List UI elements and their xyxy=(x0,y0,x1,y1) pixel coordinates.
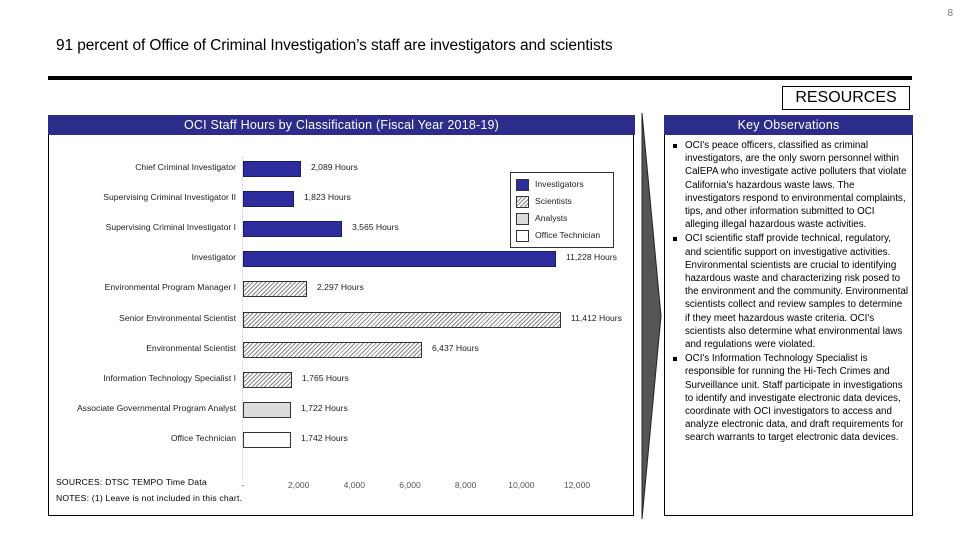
bar xyxy=(243,281,307,297)
category-label: Environmental Program Manager I xyxy=(104,282,236,293)
bar xyxy=(243,372,292,388)
observation-text: OCI's peace officers, classified as criminal investigators, are the only sworn personnel within CalEPA who investigate active polluters that violate California's hazardous waste laws. The investigators respond to environmental complaints, tips, and other information submitted to OCI alleging illegal hazardous waste activities. xyxy=(685,140,907,231)
bar xyxy=(243,342,422,358)
bar-row xyxy=(49,221,633,237)
observation-item xyxy=(673,352,909,444)
category-label: Chief Criminal Investigator xyxy=(135,162,236,172)
title-divider xyxy=(48,76,912,80)
x-tick-label: 10,000 xyxy=(508,480,535,490)
legend-label: Office Technician xyxy=(535,230,601,240)
category-label: Supervising Criminal Investigator I xyxy=(105,222,236,233)
observations-list xyxy=(673,139,909,446)
bar xyxy=(243,432,291,448)
bar-row xyxy=(49,251,633,267)
bar xyxy=(243,402,291,418)
category-label: Senior Environmental Scientist xyxy=(118,312,236,323)
category-label: Associate Governmental Program Analyst xyxy=(76,402,236,413)
chart-notes: NOTES: (1) Leave is not included in this chart. xyxy=(56,493,243,503)
bar-row xyxy=(49,281,633,297)
bar-value-label: 1,823 Hours xyxy=(304,192,351,203)
category-label: Environmental Scientist xyxy=(146,342,236,353)
bullet-icon xyxy=(673,357,677,361)
bar-row xyxy=(49,342,633,358)
bar-value-label: 1,742 Hours xyxy=(301,432,348,443)
bar-value-label: 11,228 Hours xyxy=(566,252,617,263)
legend-item xyxy=(516,179,612,192)
category-label: Information Technology Specialist I xyxy=(103,372,236,383)
bar-value-label: 1,722 Hours xyxy=(301,402,348,413)
category-label: Office Technician xyxy=(170,432,236,443)
observation-text: OCI scientific staff provide technical, regulatory, and scientific support on investigative activities. Environmental scientists are crucial to identifying hazardous waste and characterizing risk posed to the environment and the community. Environmental scientists collect and review samples to determine if they meet hazardous waste criteria. OCI's scientists also determine what environmental laws and regulations were violated. xyxy=(685,233,909,351)
legend-label: Analysts xyxy=(535,213,568,223)
chart-panel-header: OCI Staff Hours by Classification (Fiscal Year 2018-19) xyxy=(48,115,635,135)
bar xyxy=(243,312,561,328)
bar-row xyxy=(49,161,633,177)
x-tick-label: 2,000 xyxy=(287,480,310,490)
category-label: Supervising Criminal Investigator II xyxy=(103,192,236,203)
bar-row xyxy=(49,402,633,418)
chart-panel xyxy=(48,115,634,516)
x-tick-label: - xyxy=(241,480,245,490)
bar xyxy=(243,251,556,267)
observation-item xyxy=(673,232,909,351)
legend-label: Investigators xyxy=(535,179,584,189)
bar-row xyxy=(49,191,633,207)
bar xyxy=(243,221,342,237)
bar-chart xyxy=(49,135,633,490)
resources-tag: RESOURCES xyxy=(782,86,910,110)
bar xyxy=(243,161,301,177)
legend-swatch-icon xyxy=(516,179,529,191)
category-label: Investigator xyxy=(191,252,236,263)
bar-value-label: 6,437 Hours xyxy=(432,342,479,353)
bar-row xyxy=(49,312,633,328)
bullet-icon xyxy=(673,237,677,241)
bar xyxy=(243,191,294,207)
bar-value-label: 1,765 Hours xyxy=(302,372,349,383)
page-number: 8 xyxy=(947,8,953,19)
bar-value-label: 2,297 Hours xyxy=(317,282,364,293)
bar-value-label: 3,565 Hours xyxy=(352,222,399,233)
observation-item xyxy=(673,139,909,231)
chart-sources: SOURCES: DTSC TEMPO Time Data xyxy=(56,477,207,487)
legend-label: Scientists xyxy=(535,196,572,206)
observations-header: Key Observations xyxy=(664,115,913,135)
observations-panel xyxy=(664,115,913,516)
slide-title: 91 percent of Office of Criminal Investigation’s staff are investigators and scientists xyxy=(56,37,613,54)
x-tick-label: 12,000 xyxy=(563,480,591,490)
x-tick-label: 4,000 xyxy=(343,480,366,490)
x-tick-label: 6,000 xyxy=(399,480,421,490)
observation-text: OCI's Information Technology Specialist is responsible for running the Hi-Tech Crimes and Surveillance unit. Staff participate in investigations to identify and investigate electronic data devices, coordinate with OCI investigators to access and analyze electronic data, and draft requirements for search warrants to target electronic data devices. xyxy=(685,353,904,444)
bar-value-label: 11,412 Hours xyxy=(571,312,622,323)
arrow-right-icon xyxy=(641,113,663,519)
bullet-icon xyxy=(673,144,677,148)
x-tick-label: 8,000 xyxy=(454,480,477,490)
bar-row xyxy=(49,372,633,388)
bar-value-label: 2,089 Hours xyxy=(311,162,358,172)
bar-row xyxy=(49,432,633,448)
